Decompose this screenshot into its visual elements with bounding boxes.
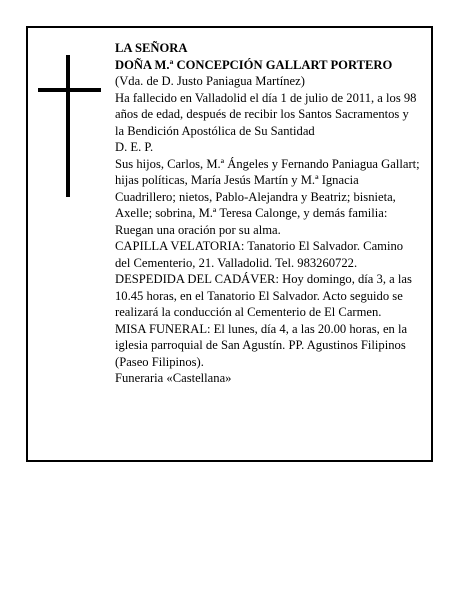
cross-icon [38,55,101,197]
death-announcement: Ha fallecido en Valladolid el día 1 de julio de 2011, a los 98 años de edad, después de recibir los Santos Sacramentos y la Bendición Apostólica de Su Santidad [115,90,417,138]
farewell-info: DESPEDIDA DEL CADÁVER: Hoy domingo, día 3, a las 10.45 horas, en el Tanatorio El Salvador. Acto seguido se realizará la conducción al Cementerio de El Carmen. [115,272,412,319]
obituary-text [115,40,420,387]
chapel-info: CAPILLA VELATORIA: Tanatorio El Salvador. Camino del Cementerio, 21. Valladolid. Tel. 983260722. [115,239,404,270]
deceased-name: DOÑA M.ª CONCEPCIÓN GALLART PORTERO [115,57,393,72]
rip-text: D. E. P. [115,140,154,154]
family-list: Sus hijos, Carlos, M.ª Ángeles y Fernando Paniagua Gallart; hijas políticas, María Jesús Martín y M.ª Ignacia Cuadrillero; nietos, Pablo-Alejandra y Beatriz; bisnieta, Axelle; sobrina, M.ª Teresa Calonge, y demás familia: [115,156,420,220]
notice-title: LA SEÑORA [115,41,188,55]
mass-info: MISA FUNERAL: El lunes, día 4, a las 20.00 horas, en la iglesia parroquial de San Agustín. PP. Agustinos Filipinos (Paseo Filipinos). [115,321,408,369]
funeral-home: Funeraria «Castellana» [115,371,232,385]
prayer-request: Ruegan una oración por su alma. [115,222,281,237]
cross-horizontal-bar [38,88,101,92]
widow-of: (Vda. de D. Justo Paniagua Martínez) [115,74,305,88]
cross-vertical-bar [66,55,70,197]
